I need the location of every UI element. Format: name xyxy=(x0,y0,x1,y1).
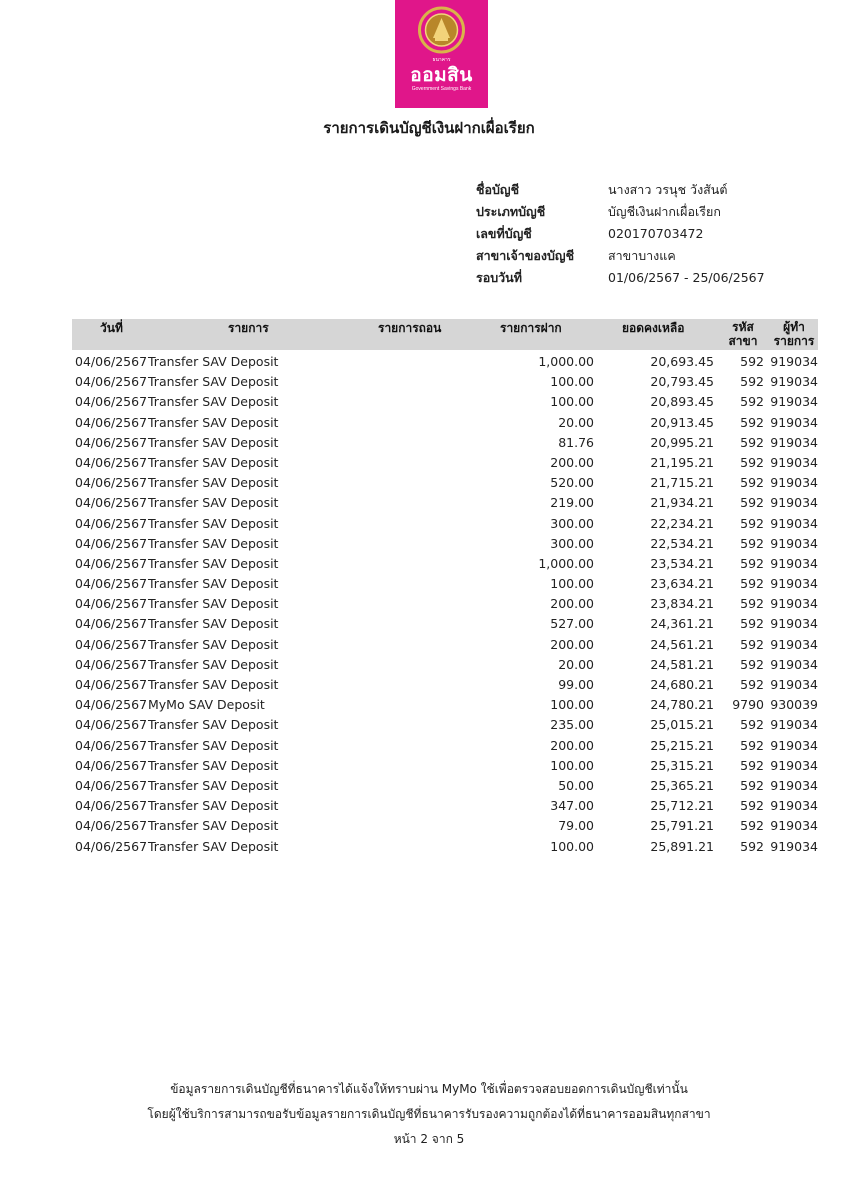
row-branch-code: 592 xyxy=(740,576,764,592)
table-row xyxy=(72,796,818,816)
row-deposit: 347.00 xyxy=(550,798,594,814)
row-deposit: 200.00 xyxy=(550,596,594,612)
table-row xyxy=(72,433,818,453)
table-row xyxy=(72,473,818,493)
row-deposit: 100.00 xyxy=(550,838,594,854)
account-name-row xyxy=(476,180,765,202)
row-balance: 23,634.21 xyxy=(650,576,714,592)
account-type-label: ประเภทบัญชี xyxy=(476,204,546,219)
row-operator: 919034 xyxy=(770,838,818,854)
row-date: 04/06/2567 xyxy=(75,374,148,390)
row-operator: 919034 xyxy=(770,798,818,814)
row-operator: 919034 xyxy=(770,616,818,632)
table-header xyxy=(72,319,818,350)
row-date: 04/06/2567 xyxy=(75,596,148,612)
bank-small-label: ธนาคาร xyxy=(432,57,451,63)
header-description: รายการ xyxy=(228,321,269,335)
row-operator: 919034 xyxy=(770,677,818,692)
row-date: 04/06/2567 xyxy=(75,535,148,551)
header-branch-code: รหัส สาขา xyxy=(728,320,758,348)
row-operator: 919034 xyxy=(770,576,818,592)
row-date: 04/06/2567 xyxy=(75,515,148,531)
row-operator: 919034 xyxy=(770,394,818,410)
row-branch-code: 592 xyxy=(740,636,764,652)
row-description: Transfer SAV Deposit xyxy=(148,677,279,692)
row-branch-code: 592 xyxy=(740,475,764,491)
row-description: Transfer SAV Deposit xyxy=(148,394,279,410)
account-info xyxy=(476,180,765,290)
table-row xyxy=(72,594,818,614)
row-balance: 24,680.21 xyxy=(650,677,714,692)
row-description: Transfer SAV Deposit xyxy=(148,515,279,531)
row-description: Transfer SAV Deposit xyxy=(148,616,279,632)
row-description: Transfer SAV Deposit xyxy=(148,495,279,511)
row-description: Transfer SAV Deposit xyxy=(148,576,279,592)
header-operator: ผู้ทำ รายการ xyxy=(773,320,815,348)
statement-period-value: 01/06/2567 - 25/06/2567 xyxy=(608,270,765,285)
row-date: 04/06/2567 xyxy=(75,555,148,571)
row-branch-code: 592 xyxy=(740,555,764,571)
row-operator: 919034 xyxy=(770,717,818,733)
row-balance: 20,995.21 xyxy=(650,434,714,450)
row-balance: 20,793.45 xyxy=(650,374,714,390)
table-row xyxy=(72,554,818,574)
row-description: Transfer SAV Deposit xyxy=(148,414,279,430)
row-date: 04/06/2567 xyxy=(75,495,148,511)
row-deposit: 81.76 xyxy=(558,434,594,450)
row-date: 04/06/2567 xyxy=(75,636,148,652)
row-balance: 25,315.21 xyxy=(650,757,714,773)
row-deposit: 79.00 xyxy=(558,818,594,834)
account-branch-value: สาขาบางแค xyxy=(608,248,676,263)
row-description: Transfer SAV Deposit xyxy=(148,737,279,753)
row-operator: 919034 xyxy=(770,636,818,652)
row-description: Transfer SAV Deposit xyxy=(148,535,279,551)
account-branch-row xyxy=(476,246,765,268)
row-operator: 919034 xyxy=(770,475,818,491)
statement-period-label: รอบวันที่ xyxy=(476,270,522,285)
row-deposit: 100.00 xyxy=(550,576,594,592)
account-number-row xyxy=(476,224,765,246)
table-row xyxy=(72,493,818,513)
row-deposit: 200.00 xyxy=(550,454,594,470)
account-type-row xyxy=(476,202,765,224)
account-name-value: นางสาว วรนุช วังสันต์ xyxy=(608,182,728,197)
table-row xyxy=(72,675,818,695)
row-deposit: 100.00 xyxy=(550,697,594,713)
row-operator: 919034 xyxy=(770,374,818,390)
row-date: 04/06/2567 xyxy=(75,818,148,834)
table-row xyxy=(72,413,818,433)
row-deposit: 520.00 xyxy=(550,475,594,491)
row-date: 04/06/2567 xyxy=(75,777,148,793)
row-deposit: 1,000.00 xyxy=(538,555,594,571)
footer-note-2: โดยผู้ใช้บริการสามารถขอรับข้อมูลรายการเดินบัญชีที่ธนาคารรับรองความถูกต้องได้ที่ธนาคารออมสินทุกสาขา xyxy=(147,1107,711,1121)
row-operator: 919034 xyxy=(770,434,818,450)
row-date: 04/06/2567 xyxy=(75,656,148,672)
row-balance: 23,534.21 xyxy=(650,555,714,571)
row-date: 04/06/2567 xyxy=(75,677,148,692)
row-balance: 25,365.21 xyxy=(650,777,714,793)
row-balance: 25,215.21 xyxy=(650,737,714,753)
row-date: 04/06/2567 xyxy=(75,354,148,369)
row-deposit: 99.00 xyxy=(558,677,594,692)
table-row xyxy=(72,776,818,796)
table-row xyxy=(72,655,818,675)
row-date: 04/06/2567 xyxy=(75,475,148,491)
statement-period-row xyxy=(476,268,765,290)
row-operator: 919034 xyxy=(770,555,818,571)
row-balance: 24,780.21 xyxy=(650,697,714,713)
row-balance: 20,913.45 xyxy=(650,414,714,430)
row-balance: 21,715.21 xyxy=(650,475,714,491)
row-operator: 919034 xyxy=(770,656,818,672)
header-deposit: รายการฝาก xyxy=(500,321,562,335)
table-row xyxy=(72,614,818,634)
account-type-value: บัญชีเงินฝากเผื่อเรียก xyxy=(608,204,721,219)
row-date: 04/06/2567 xyxy=(75,838,148,854)
bank-english-name: Government Savings Bank xyxy=(411,86,472,92)
row-balance: 25,015.21 xyxy=(650,717,714,733)
row-balance: 21,934.21 xyxy=(650,495,714,511)
row-deposit: 219.00 xyxy=(550,495,594,511)
row-branch-code: 592 xyxy=(740,434,764,450)
row-branch-code: 592 xyxy=(740,515,764,531)
row-branch-code: 592 xyxy=(740,757,764,773)
row-balance: 23,834.21 xyxy=(650,596,714,612)
row-description: Transfer SAV Deposit xyxy=(148,454,279,470)
row-balance: 20,693.45 xyxy=(650,354,714,369)
row-date: 04/06/2567 xyxy=(75,616,148,632)
row-branch-code: 592 xyxy=(740,354,764,369)
row-balance: 24,361.21 xyxy=(650,616,714,632)
row-operator: 919034 xyxy=(770,515,818,531)
row-date: 04/06/2567 xyxy=(75,697,148,713)
row-operator: 919034 xyxy=(770,818,818,834)
row-operator: 930039 xyxy=(770,697,818,713)
row-balance: 21,195.21 xyxy=(650,454,714,470)
row-description: Transfer SAV Deposit xyxy=(148,838,279,854)
bank-seal-icon xyxy=(395,0,488,56)
row-deposit: 100.00 xyxy=(550,394,594,410)
row-operator: 919034 xyxy=(770,777,818,793)
row-date: 04/06/2567 xyxy=(75,717,148,733)
row-deposit: 200.00 xyxy=(550,636,594,652)
row-branch-code: 592 xyxy=(740,777,764,793)
row-operator: 919034 xyxy=(770,414,818,430)
row-operator: 919034 xyxy=(770,535,818,551)
row-deposit: 100.00 xyxy=(550,757,594,773)
account-branch-label: สาขาเจ้าของบัญชี xyxy=(476,248,575,263)
row-description: Transfer SAV Deposit xyxy=(148,374,279,390)
row-description: Transfer SAV Deposit xyxy=(148,636,279,652)
footer-note-1: ข้อมูลรายการเดินบัญชีที่ธนาคารได้แจ้งให้ทราบผ่าน MyMo ใช้เพื่อตรวจสอบยอดการเดินบัญชีเท่านั้น xyxy=(170,1082,688,1096)
table-row xyxy=(72,695,818,715)
table-row xyxy=(72,514,818,534)
header-withdrawal: รายการถอน xyxy=(378,321,442,335)
row-balance: 25,791.21 xyxy=(650,818,714,834)
row-deposit: 20.00 xyxy=(558,656,594,672)
row-branch-code: 592 xyxy=(740,798,764,814)
row-branch-code: 592 xyxy=(740,414,764,430)
row-deposit: 50.00 xyxy=(558,777,594,793)
row-branch-code: 592 xyxy=(740,535,764,551)
row-operator: 919034 xyxy=(770,737,818,753)
table-row xyxy=(72,756,818,776)
table-row xyxy=(72,635,818,655)
row-date: 04/06/2567 xyxy=(75,576,148,592)
table-row xyxy=(72,392,818,412)
row-balance: 25,891.21 xyxy=(650,838,714,854)
table-row xyxy=(72,372,818,392)
row-branch-code: 592 xyxy=(740,596,764,612)
table-row xyxy=(72,574,818,594)
row-date: 04/06/2567 xyxy=(75,454,148,470)
row-branch-code: 592 xyxy=(740,838,764,854)
row-date: 04/06/2567 xyxy=(75,434,148,450)
table-row xyxy=(72,736,818,756)
bank-logo xyxy=(395,0,488,108)
row-description: Transfer SAV Deposit xyxy=(148,757,279,773)
row-description: Transfer SAV Deposit xyxy=(148,434,279,450)
row-operator: 919034 xyxy=(770,596,818,612)
row-date: 04/06/2567 xyxy=(75,414,148,430)
row-branch-code: 592 xyxy=(740,717,764,733)
row-date: 04/06/2567 xyxy=(75,394,148,410)
table-row xyxy=(72,352,818,372)
row-balance: 20,893.45 xyxy=(650,394,714,410)
table-row xyxy=(72,534,818,554)
row-deposit: 100.00 xyxy=(550,374,594,390)
row-description: Transfer SAV Deposit xyxy=(148,475,279,491)
statement-title: รายการเดินบัญชีเงินฝากเผื่อเรียก xyxy=(323,119,535,137)
row-description: Transfer SAV Deposit xyxy=(148,596,279,612)
row-balance: 22,234.21 xyxy=(650,515,714,531)
row-branch-code: 592 xyxy=(740,677,764,692)
row-branch-code: 592 xyxy=(740,818,764,834)
row-description: Transfer SAV Deposit xyxy=(148,354,279,369)
bank-name: ออมสิน xyxy=(410,65,473,86)
table-row xyxy=(72,715,818,735)
row-operator: 919034 xyxy=(770,354,818,369)
row-deposit: 1,000.00 xyxy=(538,354,594,369)
row-deposit: 200.00 xyxy=(550,737,594,753)
row-description: Transfer SAV Deposit xyxy=(148,818,279,834)
row-date: 04/06/2567 xyxy=(75,737,148,753)
row-balance: 22,534.21 xyxy=(650,535,714,551)
row-date: 04/06/2567 xyxy=(75,798,148,814)
row-description: Transfer SAV Deposit xyxy=(148,717,279,733)
transaction-list xyxy=(72,352,818,857)
row-deposit: 300.00 xyxy=(550,535,594,551)
table-row xyxy=(72,837,818,857)
row-balance: 24,561.21 xyxy=(650,636,714,652)
row-operator: 919034 xyxy=(770,757,818,773)
row-description: Transfer SAV Deposit xyxy=(148,798,279,814)
row-deposit: 235.00 xyxy=(550,717,594,733)
row-branch-code: 592 xyxy=(740,374,764,390)
page-number: หน้า 2 จาก 5 xyxy=(393,1132,465,1146)
row-branch-code: 592 xyxy=(740,454,764,470)
row-operator: 919034 xyxy=(770,454,818,470)
row-branch-code: 592 xyxy=(740,495,764,511)
row-branch-code: 592 xyxy=(740,656,764,672)
row-balance: 24,581.21 xyxy=(650,656,714,672)
row-description: Transfer SAV Deposit xyxy=(148,555,279,571)
row-description: Transfer SAV Deposit xyxy=(148,777,279,793)
header-balance: ยอดคงเหลือ xyxy=(622,321,685,335)
account-number-label: เลขที่บัญชี xyxy=(476,226,532,241)
account-name-label: ชื่อบัญชี xyxy=(476,182,520,197)
row-description: Transfer SAV Deposit xyxy=(148,656,279,672)
row-deposit: 20.00 xyxy=(558,414,594,430)
row-branch-code: 9790 xyxy=(732,697,764,713)
row-deposit: 300.00 xyxy=(550,515,594,531)
table-row xyxy=(72,816,818,836)
table-row xyxy=(72,453,818,473)
row-date: 04/06/2567 xyxy=(75,757,148,773)
row-deposit: 527.00 xyxy=(550,616,594,632)
account-number-value: 020170703472 xyxy=(608,226,704,241)
row-description: MyMo SAV Deposit xyxy=(148,697,265,713)
header-date: วันที่ xyxy=(100,321,123,335)
row-branch-code: 592 xyxy=(740,616,764,632)
row-operator: 919034 xyxy=(770,495,818,511)
row-branch-code: 592 xyxy=(740,394,764,410)
row-balance: 25,712.21 xyxy=(650,798,714,814)
row-branch-code: 592 xyxy=(740,737,764,753)
